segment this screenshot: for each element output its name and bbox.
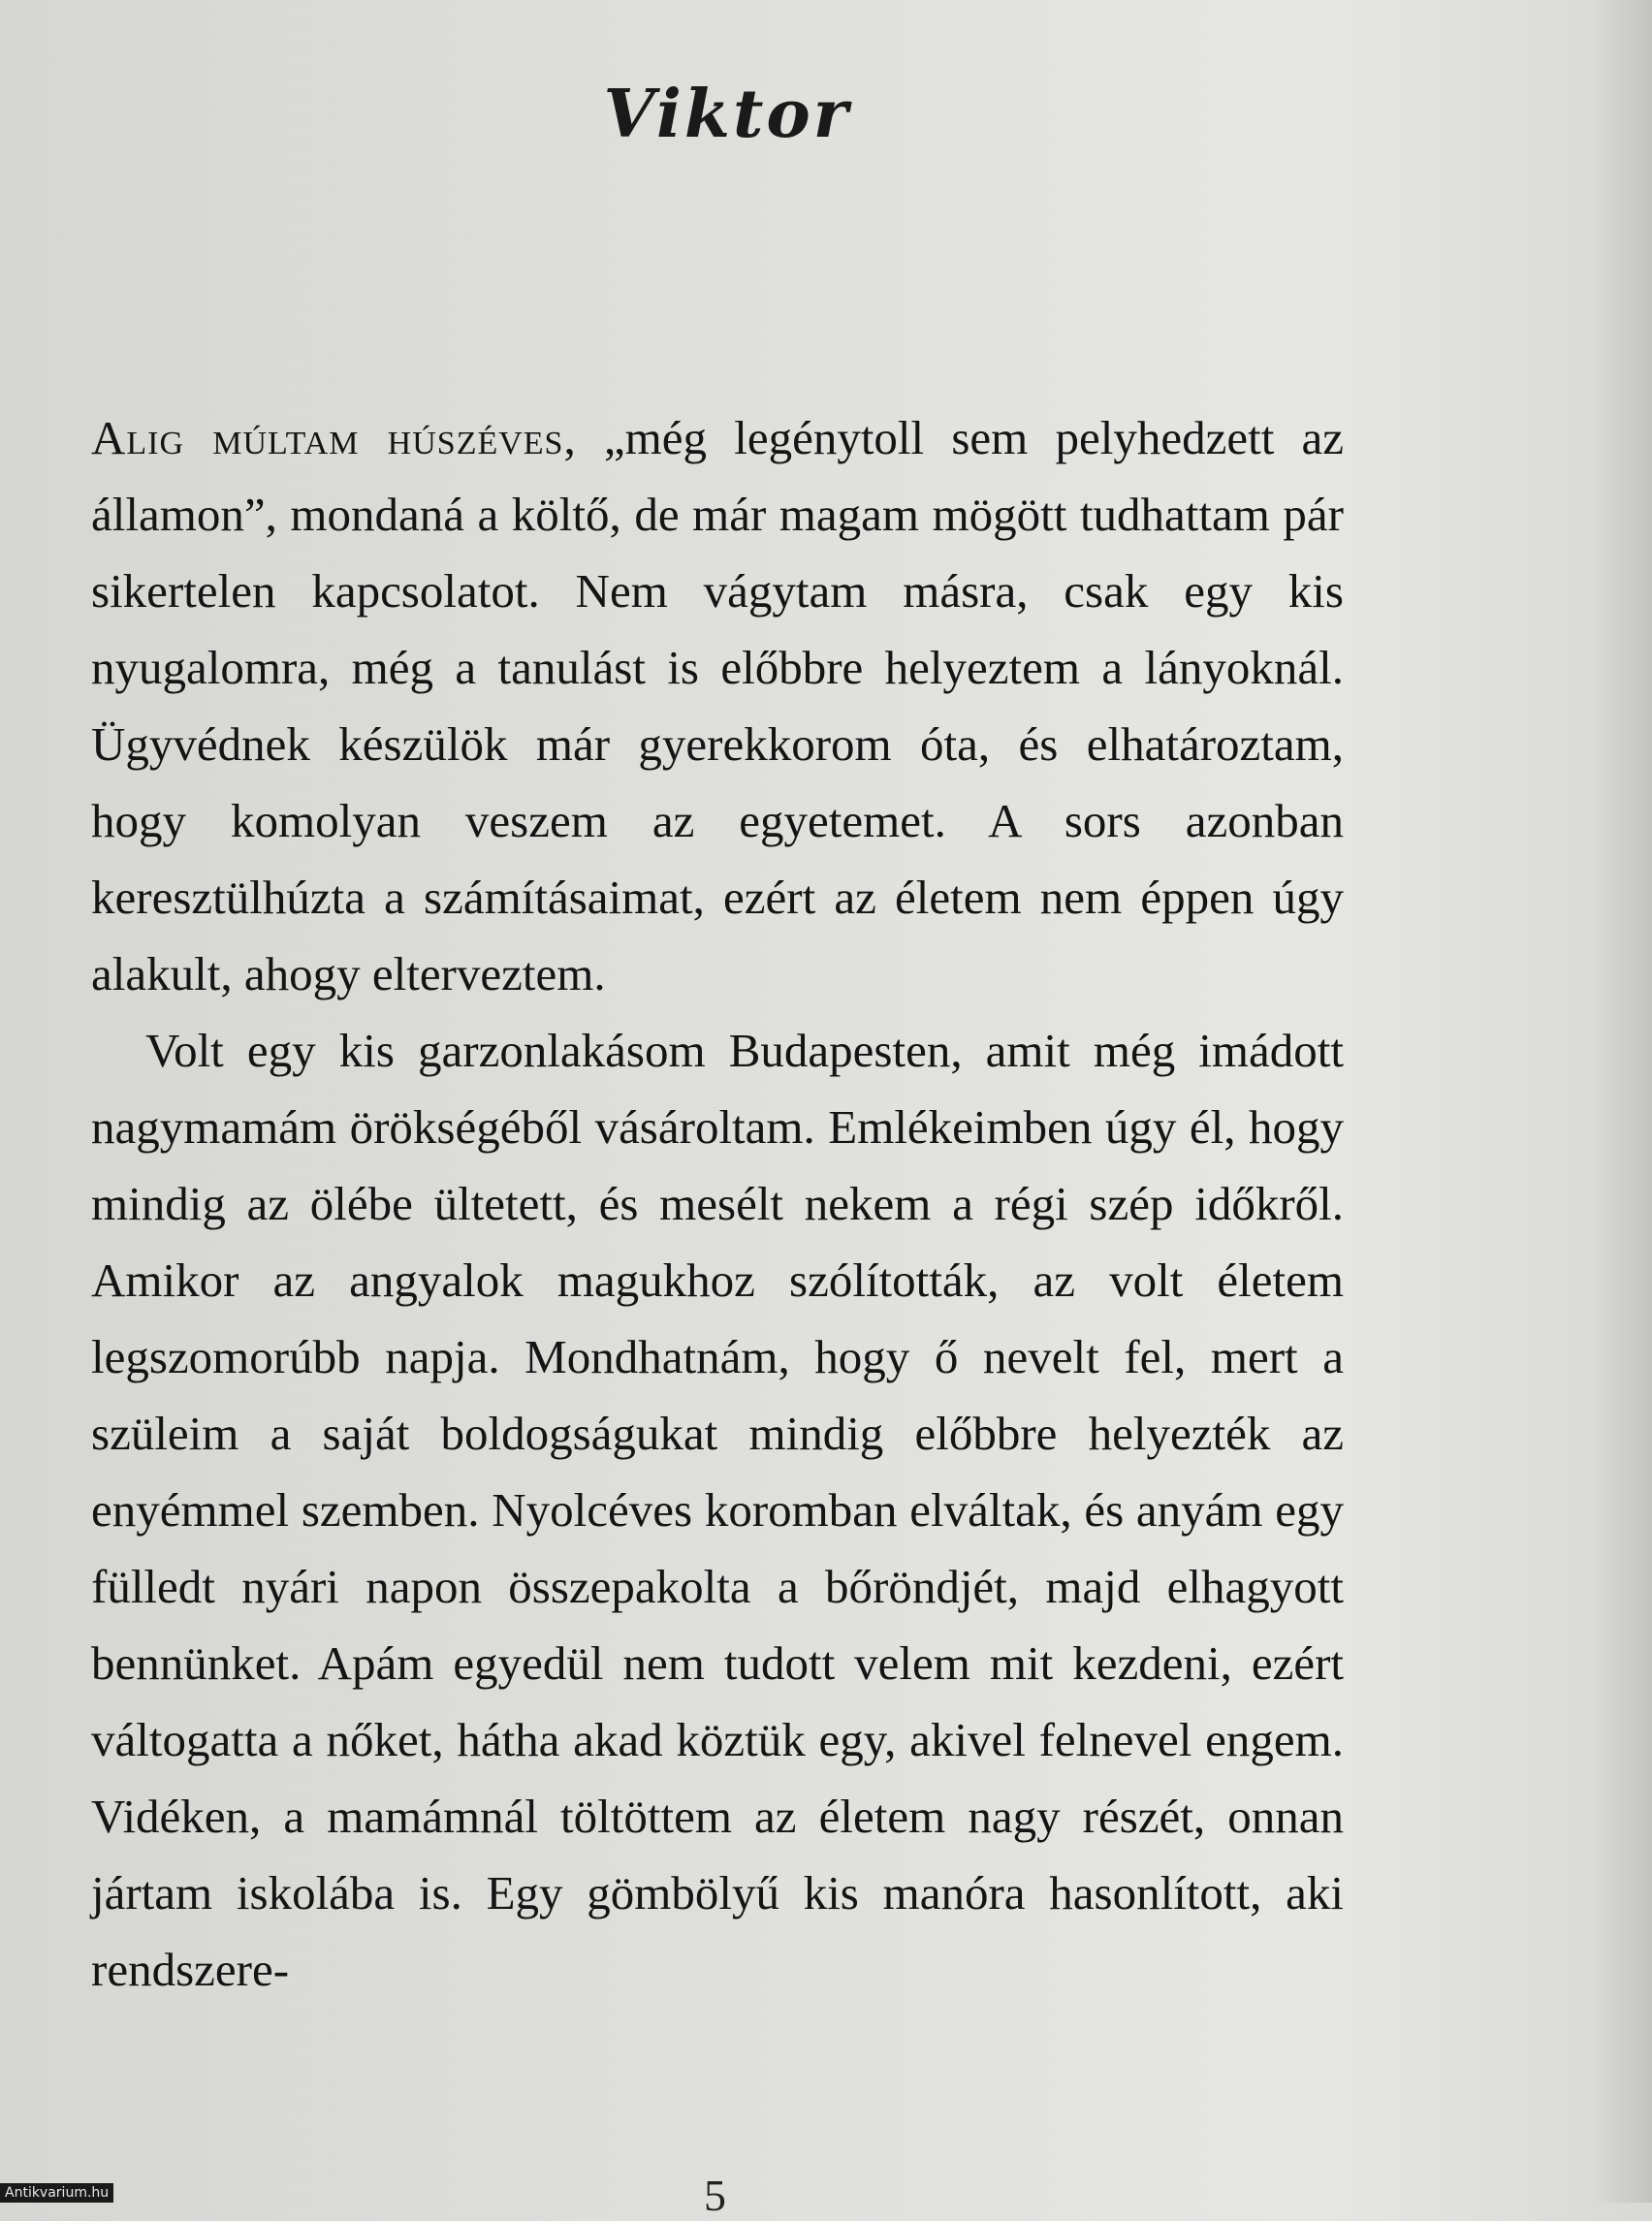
paragraph-1-text: „még legénytoll sem pelyhedzett az államon”, mondaná a költő, de már magam mögött tudhattam pár sikertelen kapcsolatot. Nem vágytam másra, csak egy kis nyugalomra, még a tanulást is előbbre helyeztem a lányoknál. Ügyvédnek készülök már gyerekkorom óta, és elhatároztam, hogy komolyan veszem az egyetemet. A sors azonban keresztülhúzta a számításaimat, ezért az életem nem éppen úgy alakult, ahogy elterveztem. (91, 411, 1344, 1000)
paragraph-2: Volt egy kis garzonlakásom Budapesten, amit még imádott nagymamám örökségéből vásároltam. Emlékeimben úgy él, hogy mindig az ölébe ültetett, és mesélt nekem a régi szép időkről. Amikor az angyalok magukhoz szólították, az volt életem legszomorúbb napja. Mondhatnám, hogy ő nevelt fel, mert a szüleim a saját boldogságukat mindig előbbre helyezték az enyémmel szemben. Nyolcéves koromban elváltak, és anyám egy fülledt nyári napon összepakolta a bőröndjét, majd elhagyott bennünket. Apám egyedül nem tudott velem mit kezdeni, ezért váltogatta a nőket, hátha akad köztük egy, akivel felnevel engem. Vidéken, a mamámnál töltöttem az életem nagy részét, onnan jártam iskolába is. Egy gömbölyű kis manóra hasonlított, aki rendszere- (91, 1024, 1344, 1996)
body-text (91, 399, 1344, 2008)
paragraph-1 (91, 399, 1344, 1012)
chapter-title: Viktor (603, 76, 851, 153)
page-number: 5 (704, 2171, 726, 2220)
paragraph-lead-smallcaps: Alig múltam húszéves, (91, 411, 577, 464)
watermark: Antikvarium.hu (0, 2183, 113, 2203)
page-edge-shadow (1594, 0, 1652, 2203)
